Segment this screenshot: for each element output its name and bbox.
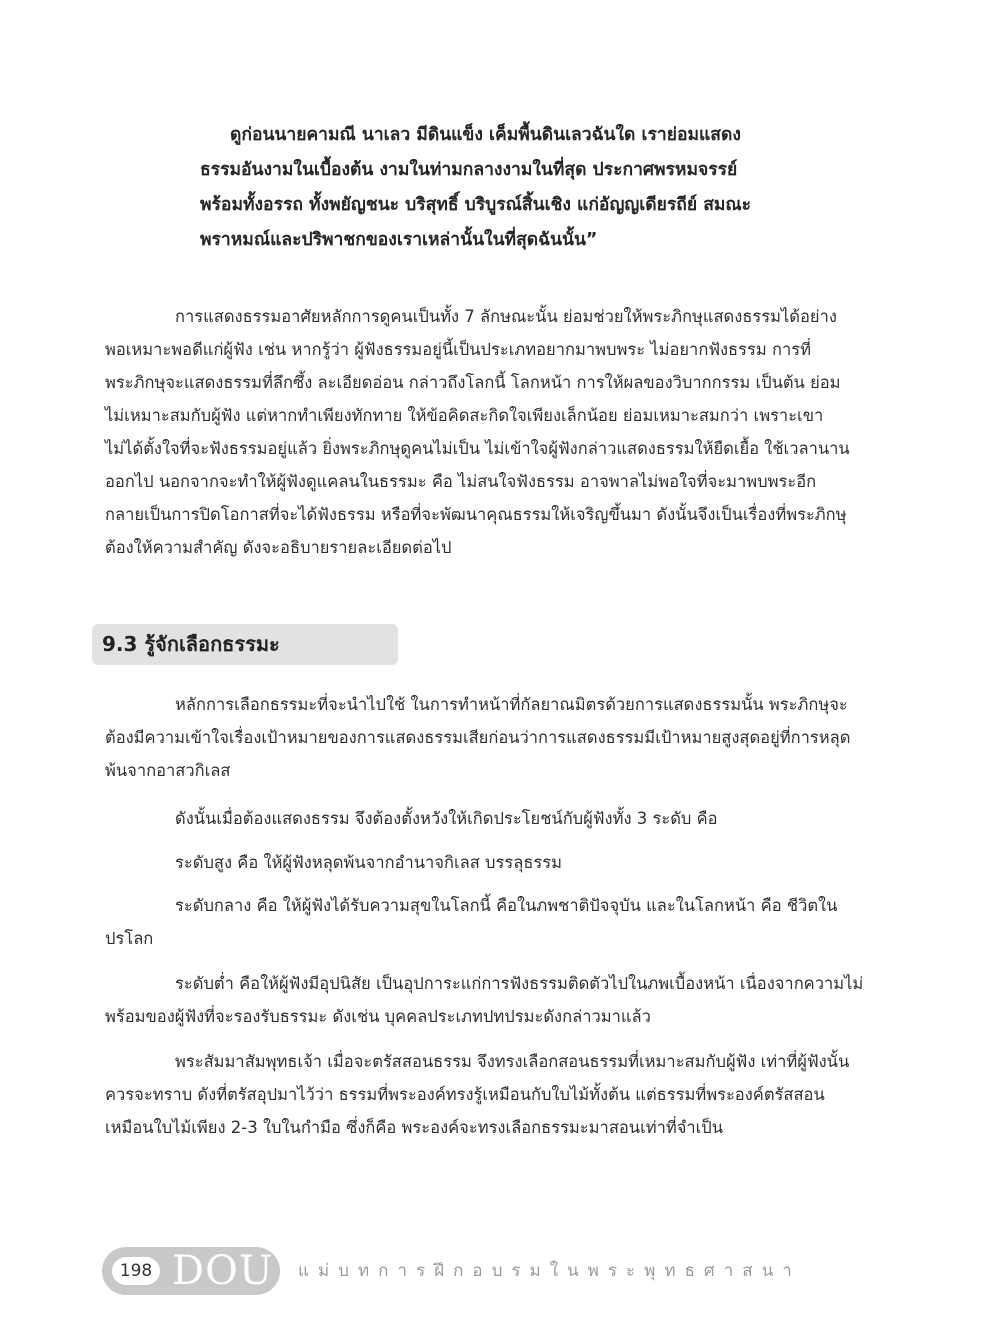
paragraph-line: หลักการเลือกธรรมะที่จะนำไปใช้ ในการทำหน้าที่กัลยาณมิตรด้วยการแสดงธรรมนั้น พระภิกษุจะ	[175, 695, 848, 714]
quote-block	[200, 118, 785, 258]
dou-logo: DOU	[172, 1248, 274, 1294]
paragraph-line: ดังนั้นเมื่อต้องแสดงธรรม จึงต้องตั้งหวังให้เกิดประโยชน์กับผู้ฟังทั้ง 3 ระดับ คือ	[175, 809, 718, 828]
paragraph-line: ปรโลก	[105, 929, 154, 948]
paragraph-line: พร้อมของผู้ฟังที่จะรองรับธรรมะ ดังเช่น บุคคลประเภทปทปรมะดังกล่าวมาแล้ว	[105, 1007, 651, 1026]
paragraph-line: พระภิกษุจะแสดงธรรมที่ลึกซึ้ง ละเอียดอ่อน กล่าวถึงโลกนี้ โลกหน้า การให้ผลของวิบากกรรม เป็นต้น ย่อม	[105, 373, 841, 392]
paragraph-line: ไม่ได้ตั้งใจที่จะฟังธรรมอยู่แล้ว ยิ่งพระภิกษุดูคนไม่เป็น ไม่เข้าใจผู้ฟังกล่าวแสดงธรรมให้ยืดเยื้อ ใช้เวลานาน	[105, 439, 850, 458]
paragraph-line: กลายเป็นการปิดโอกาสที่จะได้ฟังธรรม หรือที่จะพัฒนาคุณธรรมให้เจริญขึ้นมา ดังนั้นจึงเป็นเรื่องที่พระภิกษุ	[105, 505, 847, 524]
paragraph-line: พระสัมมาสัมพุทธเจ้า เมื่อจะตรัสสอนธรรม จึงทรงเลือกสอนธรรมที่เหมาะสมกับผู้ฟัง เท่าที่ผู้ฟังนั้น	[175, 1052, 850, 1071]
quote-line: พราหมณ์และปริพาชกของเราเหล่านั้นในที่สุดฉันนั้น”	[200, 230, 598, 250]
paragraph-line: ต้องมีความเข้าใจเรื่องเป้าหมายของการแสดงธรรมเสียก่อนว่าการแสดงธรรมมีเป้าหมายสูงสุดอยู่ที่การหลุด	[105, 728, 851, 747]
paragraph-line: การแสดงธรรมอาศัยหลักการดูคนเป็นทั้ง 7 ลักษณะนั้น ย่อมช่วยให้พระภิกษุแสดงธรรมได้อย่าง	[175, 307, 837, 326]
paragraph	[105, 846, 883, 879]
section-heading	[92, 624, 398, 665]
paragraph	[105, 889, 883, 955]
page-number: 198	[112, 1257, 160, 1285]
paragraph-line: ออกไป นอกจากจะทำให้ผู้ฟังดูแคลนในธรรมะ คือ ไม่สนใจฟังธรรม อาจพาลไม่พอใจที่จะมาพบพระอีก	[105, 472, 817, 491]
paragraph-line: ควรจะทราบ ดังที่ตรัสอุปมาไว้ว่า ธรรมที่พระองค์ทรงรู้เหมือนกับใบไม้ทั้งต้น แต่ธรรมที่พระองค์ตรัสสอน	[105, 1085, 825, 1104]
paragraph	[105, 300, 883, 564]
paragraph-line: พอเหมาะพอดีแก่ผู้ฟัง เช่น หากรู้ว่า ผู้ฟังธรรมอยู่นี้เป็นประเภทอยากมาพบพระ ไม่อยากฟังธรรม การที่	[105, 340, 811, 359]
paragraph	[105, 1045, 883, 1144]
paragraph-line: ระดับต่ำ คือให้ผู้ฟังมีอุปนิสัย เป็นอุปการะแก่การฟังธรรมติดตัวไปในภพเบื้องหน้า เนื่องจากความไม่	[175, 974, 864, 993]
footer-pill	[102, 1247, 280, 1295]
paragraph	[105, 802, 883, 835]
quote-line: ธรรมอันงามในเบื้องต้น งามในท่ามกลางงามในที่สุด ประกาศพรหมจรรย์	[200, 160, 738, 180]
quote-line: ดูก่อนนายคามณี นาเลว มีดินแข็ง เค็มพื้นดินเลวฉันใด เราย่อมแสดง	[230, 125, 741, 145]
book-title: แม่บทการฝึกอบรมในพระพุทธศาสนา	[298, 1261, 801, 1281]
paragraph	[105, 688, 883, 787]
paragraph-line: ระดับสูง คือ ให้ผู้ฟังหลุดพ้นจากอำนาจกิเลส บรรลุธรรม	[175, 853, 563, 872]
page-footer	[102, 1247, 801, 1295]
quote-line: พร้อมทั้งอรรถ ทั้งพยัญชนะ บริสุทธิ์ บริบูรณ์สิ้นเชิง แก่อัญญเดียรถีย์ สมณะ	[200, 195, 752, 215]
paragraph-line: ต้องให้ความสำคัญ ดังจะอธิบายรายละเอียดต่อไป	[105, 538, 452, 557]
section-title: 9.3 รู้จักเลือกธรรมะ	[102, 632, 280, 656]
paragraph	[105, 967, 883, 1033]
paragraph-line: เหมือนใบไม้เพียง 2-3 ใบในกำมือ ซึ่งก็คือ พระองค์จะทรงเลือกธรรมะมาสอนเท่าที่จำเป็น	[105, 1118, 724, 1137]
paragraph-line: ไม่เหมาะสมกับผู้ฟัง แต่หากทำเพียงทักทาย ให้ข้อคิดสะกิดใจเพียงเล็กน้อย ย่อมเหมาะสมกว่า เพราะเขา	[105, 406, 824, 425]
paragraph-line: ระดับกลาง คือ ให้ผู้ฟังได้รับความสุขในโลกนี้ คือในภพชาติปัจจุบัน และในโลกหน้า คือ ชีวิตใน	[175, 896, 838, 915]
paragraph-line: พ้นจากอาสวกิเลส	[105, 761, 231, 780]
